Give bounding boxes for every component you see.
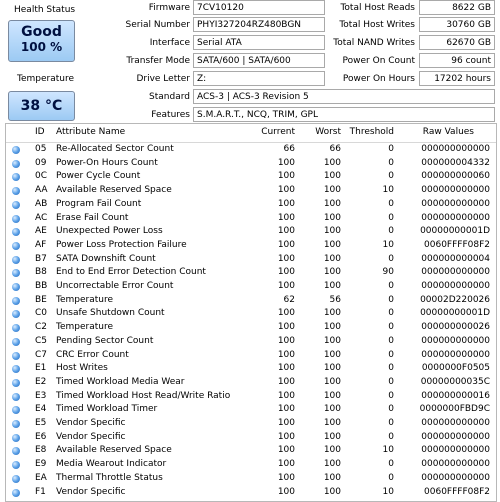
nand-writes-label: Total NAND Writes bbox=[333, 38, 415, 48]
row-attribute-name: Temperature bbox=[56, 322, 114, 333]
row-threshold: 0 bbox=[388, 431, 394, 442]
row-attribute-name: Available Reserved Space bbox=[56, 445, 172, 456]
row-threshold: 0 bbox=[388, 226, 394, 237]
row-raw-value: 00000000001D bbox=[420, 308, 490, 319]
row-attribute-name: Vendor Specific bbox=[56, 486, 126, 497]
row-id: BB bbox=[35, 281, 48, 291]
power-on-hours-field: 17202 hours bbox=[419, 71, 495, 86]
row-current: 100 bbox=[277, 267, 295, 278]
table-row[interactable] bbox=[6, 280, 496, 294]
status-dot-icon bbox=[12, 187, 20, 195]
row-current: 100 bbox=[277, 431, 295, 442]
row-raw-value: 000000000000 bbox=[421, 472, 490, 483]
serial-field: PHYI327204RZ480BGN bbox=[193, 17, 325, 32]
row-worst: 100 bbox=[323, 376, 341, 387]
firmware-field: 7CV10120 bbox=[193, 0, 325, 15]
row-threshold: 0 bbox=[388, 171, 394, 182]
row-id: C7 bbox=[35, 349, 48, 360]
row-id: AE bbox=[35, 226, 47, 237]
row-worst: 100 bbox=[323, 239, 341, 250]
drive-letter-label: Drive Letter bbox=[136, 74, 190, 84]
features-label: Features bbox=[151, 110, 190, 120]
row-threshold: 0 bbox=[388, 418, 394, 428]
row-id: BE bbox=[35, 294, 47, 305]
row-worst: 100 bbox=[323, 459, 341, 470]
row-id: F1 bbox=[35, 486, 46, 497]
row-raw-value: 0000000F0505 bbox=[421, 363, 490, 374]
row-attribute-name: Uncorrectable Error Count bbox=[56, 281, 174, 291]
row-raw-value: 000000000000 bbox=[421, 212, 490, 223]
host-writes-field: 30760 GB bbox=[419, 17, 495, 32]
row-worst: 100 bbox=[323, 404, 341, 415]
row-raw-value: 000000000004 bbox=[421, 253, 490, 264]
status-dot-icon bbox=[12, 352, 20, 360]
row-id: C2 bbox=[35, 322, 48, 333]
status-dot-icon bbox=[12, 310, 20, 318]
transfer-field: SATA/600 | SATA/600 bbox=[193, 53, 325, 68]
row-current: 100 bbox=[277, 335, 295, 346]
host-writes-label: Total Host Writes bbox=[339, 20, 415, 30]
header-attribute-name[interactable]: Attribute Name bbox=[56, 127, 126, 137]
row-raw-value: 000000000060 bbox=[421, 171, 490, 182]
row-attribute-name: Re-Allocated Sector Count bbox=[56, 144, 174, 154]
row-worst: 56 bbox=[329, 294, 341, 305]
row-worst: 100 bbox=[323, 322, 341, 333]
row-threshold: 0 bbox=[388, 404, 394, 415]
row-id: E4 bbox=[35, 404, 47, 415]
row-attribute-name: Media Wearout Indicator bbox=[56, 459, 167, 470]
row-id: E5 bbox=[35, 418, 47, 428]
row-current: 100 bbox=[277, 459, 295, 470]
row-id: E9 bbox=[35, 459, 47, 470]
header-id[interactable]: ID bbox=[35, 127, 45, 137]
row-attribute-name: Host Writes bbox=[56, 363, 108, 374]
row-worst: 100 bbox=[323, 363, 341, 374]
row-id: B8 bbox=[35, 267, 47, 278]
row-worst: 100 bbox=[323, 349, 341, 360]
power-on-hours-label: Power On Hours bbox=[342, 74, 415, 84]
row-threshold: 0 bbox=[388, 157, 394, 168]
row-current: 100 bbox=[277, 308, 295, 319]
status-dot-icon bbox=[12, 365, 20, 373]
table-header bbox=[6, 124, 496, 143]
table-row[interactable] bbox=[6, 307, 496, 321]
row-worst: 100 bbox=[323, 226, 341, 237]
row-raw-value: 000000000000 bbox=[421, 349, 490, 360]
row-current: 100 bbox=[277, 239, 295, 250]
row-raw-value: 000000000000 bbox=[421, 459, 490, 470]
row-id: AC bbox=[35, 212, 48, 223]
row-raw-value: 000000000000 bbox=[421, 185, 490, 196]
standard-label: Standard bbox=[149, 92, 190, 102]
row-worst: 100 bbox=[323, 185, 341, 196]
row-attribute-name: Timed Workload Host Read/Write Ratio bbox=[56, 390, 231, 401]
status-dot-icon bbox=[12, 297, 20, 305]
table-row[interactable] bbox=[6, 294, 496, 308]
status-dot-icon bbox=[12, 269, 20, 277]
status-dot-icon bbox=[12, 242, 20, 250]
power-on-count-field: 96 count bbox=[419, 53, 495, 68]
drive-letter-field: Z: bbox=[193, 71, 325, 86]
table-row[interactable] bbox=[6, 472, 496, 486]
health-status-badge[interactable] bbox=[8, 20, 75, 62]
standard-field: ACS-3 | ACS-3 Revision 5 bbox=[193, 89, 495, 104]
row-threshold: 0 bbox=[388, 376, 394, 387]
row-id: E3 bbox=[35, 390, 47, 401]
row-id: 05 bbox=[35, 144, 47, 154]
status-dot-icon bbox=[12, 420, 20, 428]
row-raw-value: 000000000000 bbox=[421, 335, 490, 346]
row-attribute-name: Erase Fail Count bbox=[56, 212, 129, 223]
table-row[interactable] bbox=[6, 417, 496, 431]
status-dot-icon bbox=[12, 324, 20, 332]
row-worst: 100 bbox=[323, 171, 341, 182]
row-attribute-name: Vendor Specific bbox=[56, 431, 126, 442]
row-attribute-name: CRC Error Count bbox=[56, 349, 129, 360]
row-attribute-name: Vendor Specific bbox=[56, 418, 126, 428]
row-attribute-name: End to End Error Detection Count bbox=[56, 267, 206, 278]
row-worst: 100 bbox=[323, 157, 341, 168]
row-id: AA bbox=[35, 185, 48, 196]
row-id: AF bbox=[35, 239, 47, 250]
row-worst: 100 bbox=[323, 445, 341, 456]
status-dot-icon bbox=[12, 406, 20, 414]
row-worst: 100 bbox=[323, 431, 341, 442]
table-row[interactable] bbox=[6, 266, 496, 280]
table-row[interactable] bbox=[6, 458, 496, 472]
status-dot-icon bbox=[12, 475, 20, 483]
row-id: C5 bbox=[35, 335, 48, 346]
row-threshold: 0 bbox=[388, 472, 394, 483]
row-worst: 66 bbox=[329, 144, 341, 154]
row-threshold: 0 bbox=[388, 363, 394, 374]
status-dot-icon bbox=[12, 256, 20, 264]
row-worst: 100 bbox=[323, 212, 341, 223]
status-dot-icon bbox=[12, 447, 20, 455]
row-worst: 100 bbox=[323, 472, 341, 483]
row-attribute-name: Temperature bbox=[56, 294, 114, 305]
features-field: S.M.A.R.T., NCQ, TRIM, GPL bbox=[193, 107, 495, 122]
row-current: 100 bbox=[277, 281, 295, 291]
row-current: 100 bbox=[277, 322, 295, 333]
row-attribute-name: Program Fail Count bbox=[56, 198, 142, 209]
status-dot-icon bbox=[12, 461, 20, 469]
table-row[interactable] bbox=[6, 335, 496, 349]
header-threshold[interactable]: Threshold bbox=[349, 127, 394, 137]
row-threshold: 90 bbox=[382, 267, 394, 278]
row-threshold: 10 bbox=[382, 486, 394, 497]
row-current: 100 bbox=[277, 198, 295, 209]
row-threshold: 0 bbox=[388, 322, 394, 333]
power-on-count-label: Power On Count bbox=[342, 56, 415, 66]
row-attribute-name: Available Reserved Space bbox=[56, 185, 172, 196]
row-current: 100 bbox=[277, 472, 295, 483]
status-dot-icon bbox=[12, 146, 20, 154]
table-row[interactable] bbox=[6, 143, 496, 157]
row-current: 100 bbox=[277, 445, 295, 456]
temperature-badge[interactable]: 38 °C bbox=[8, 91, 75, 121]
transfer-label: Transfer Mode bbox=[126, 56, 190, 66]
header-current[interactable]: Current bbox=[261, 127, 295, 137]
row-threshold: 10 bbox=[382, 185, 394, 196]
row-raw-value: 0060FFFF08F2 bbox=[424, 486, 490, 497]
row-raw-value: 000000000000 bbox=[421, 198, 490, 209]
row-current: 100 bbox=[277, 349, 295, 360]
table-row[interactable] bbox=[6, 239, 496, 253]
row-threshold: 0 bbox=[388, 281, 394, 291]
table-row[interactable] bbox=[6, 390, 496, 404]
interface-label: Interface bbox=[149, 38, 190, 48]
row-id: EA bbox=[35, 472, 47, 483]
row-threshold: 0 bbox=[388, 308, 394, 319]
row-threshold: 0 bbox=[388, 253, 394, 264]
nand-writes-field: 62670 GB bbox=[419, 35, 495, 50]
row-attribute-name: Power Cycle Count bbox=[56, 171, 141, 182]
row-attribute-name: Unsafe Shutdown Count bbox=[56, 308, 165, 319]
row-current: 100 bbox=[277, 185, 295, 196]
row-attribute-name: Power-On Hours Count bbox=[56, 157, 158, 168]
temperature-label: Temperature bbox=[17, 74, 75, 84]
host-reads-field: 8622 GB bbox=[419, 0, 495, 15]
row-id: 09 bbox=[35, 157, 47, 168]
row-current: 100 bbox=[277, 363, 295, 374]
row-current: 100 bbox=[277, 390, 295, 401]
row-worst: 100 bbox=[323, 335, 341, 346]
table-row[interactable] bbox=[6, 349, 496, 363]
row-attribute-name: Timed Workload Timer bbox=[56, 404, 158, 415]
table-row[interactable] bbox=[6, 376, 496, 390]
table-row[interactable] bbox=[6, 157, 496, 171]
row-current: 100 bbox=[277, 171, 295, 182]
row-id: B7 bbox=[35, 253, 47, 264]
row-worst: 100 bbox=[323, 308, 341, 319]
row-attribute-name: Thermal Throttle Status bbox=[56, 472, 163, 483]
row-raw-value: 000000000000 bbox=[421, 445, 490, 456]
firmware-label: Firmware bbox=[148, 3, 190, 13]
row-raw-value: 000000000000 bbox=[421, 281, 490, 291]
status-dot-icon bbox=[12, 201, 20, 209]
row-threshold: 0 bbox=[388, 144, 394, 154]
row-raw-value: 000000000000 bbox=[421, 267, 490, 278]
row-id: 0C bbox=[35, 171, 48, 182]
health-status-label: Health Status bbox=[14, 5, 76, 15]
row-worst: 100 bbox=[323, 253, 341, 264]
row-current: 100 bbox=[277, 212, 295, 223]
row-threshold: 0 bbox=[388, 198, 394, 209]
row-current: 100 bbox=[277, 486, 295, 497]
row-current: 100 bbox=[277, 376, 295, 387]
row-raw-value: 0000000FBD9C bbox=[419, 404, 490, 415]
row-raw-value: 00000000035C bbox=[420, 376, 490, 387]
status-dot-icon bbox=[12, 173, 20, 181]
table-row[interactable] bbox=[6, 253, 496, 267]
row-raw-value: 000000000000 bbox=[421, 418, 490, 428]
serial-label: Serial Number bbox=[125, 20, 190, 30]
status-dot-icon bbox=[12, 434, 20, 442]
row-raw-value: 00002D220026 bbox=[420, 294, 490, 305]
row-worst: 100 bbox=[323, 198, 341, 209]
row-threshold: 0 bbox=[388, 459, 394, 470]
row-current: 100 bbox=[277, 253, 295, 264]
row-threshold: 0 bbox=[388, 349, 394, 360]
header-worst[interactable]: Worst bbox=[315, 127, 341, 137]
row-id: E8 bbox=[35, 445, 47, 456]
row-current: 100 bbox=[277, 418, 295, 428]
row-raw-value: 000000000016 bbox=[421, 390, 490, 401]
row-id: E2 bbox=[35, 376, 47, 387]
status-dot-icon bbox=[12, 228, 20, 236]
status-dot-icon bbox=[12, 160, 20, 168]
row-raw-value: 000000000000 bbox=[421, 144, 490, 154]
smart-attribute-table[interactable] bbox=[5, 123, 497, 502]
row-attribute-name: Timed Workload Media Wear bbox=[56, 376, 185, 387]
interface-field: Serial ATA bbox=[193, 35, 325, 50]
row-threshold: 0 bbox=[388, 335, 394, 346]
table-row[interactable] bbox=[6, 431, 496, 445]
row-threshold: 0 bbox=[388, 212, 394, 223]
row-raw-value: 0060FFFF08F2 bbox=[424, 239, 490, 250]
host-reads-label: Total Host Reads bbox=[340, 3, 415, 13]
status-dot-icon bbox=[12, 489, 20, 497]
status-dot-icon bbox=[12, 283, 20, 291]
row-worst: 100 bbox=[323, 390, 341, 401]
health-status-value: Good bbox=[21, 24, 62, 40]
row-id: E1 bbox=[35, 363, 47, 374]
status-dot-icon bbox=[12, 215, 20, 223]
table-row[interactable] bbox=[6, 444, 496, 458]
table-row[interactable] bbox=[6, 212, 496, 226]
row-raw-value: 00000000001D bbox=[420, 226, 490, 237]
row-current: 100 bbox=[277, 226, 295, 237]
row-worst: 100 bbox=[323, 418, 341, 428]
row-current: 66 bbox=[283, 144, 295, 154]
table-row[interactable] bbox=[6, 486, 496, 500]
row-raw-value: 000000000026 bbox=[421, 322, 490, 333]
row-worst: 100 bbox=[323, 267, 341, 278]
row-raw-value: 000000000000 bbox=[421, 431, 490, 442]
row-current: 62 bbox=[283, 294, 295, 305]
row-attribute-name: Unexpected Power Loss bbox=[56, 226, 163, 237]
table-row[interactable] bbox=[6, 225, 496, 239]
status-dot-icon bbox=[12, 379, 20, 387]
row-attribute-name: Power Loss Protection Failure bbox=[56, 239, 187, 250]
status-dot-icon bbox=[12, 393, 20, 401]
row-threshold: 10 bbox=[382, 239, 394, 250]
row-worst: 100 bbox=[323, 281, 341, 291]
row-worst: 100 bbox=[323, 486, 341, 497]
table-row[interactable] bbox=[6, 198, 496, 212]
table-row[interactable] bbox=[6, 362, 496, 376]
row-current: 100 bbox=[277, 404, 295, 415]
row-current: 100 bbox=[277, 157, 295, 168]
row-threshold: 0 bbox=[388, 390, 394, 401]
table-row[interactable] bbox=[6, 403, 496, 417]
status-dot-icon bbox=[12, 338, 20, 346]
row-id: C0 bbox=[35, 308, 48, 319]
header-raw-values[interactable]: Raw Values bbox=[422, 127, 474, 137]
row-attribute-name: SATA Downshift Count bbox=[56, 253, 156, 264]
table-row[interactable] bbox=[6, 321, 496, 335]
row-attribute-name: Pending Sector Count bbox=[56, 335, 154, 346]
row-raw-value: 000000004332 bbox=[421, 157, 490, 168]
row-threshold: 10 bbox=[382, 445, 394, 456]
table-row[interactable] bbox=[6, 184, 496, 198]
table-row[interactable] bbox=[6, 170, 496, 184]
row-id: E6 bbox=[35, 431, 47, 442]
health-percent: 100 % bbox=[20, 40, 63, 54]
row-threshold: 0 bbox=[388, 294, 394, 305]
row-id: AB bbox=[35, 198, 48, 209]
